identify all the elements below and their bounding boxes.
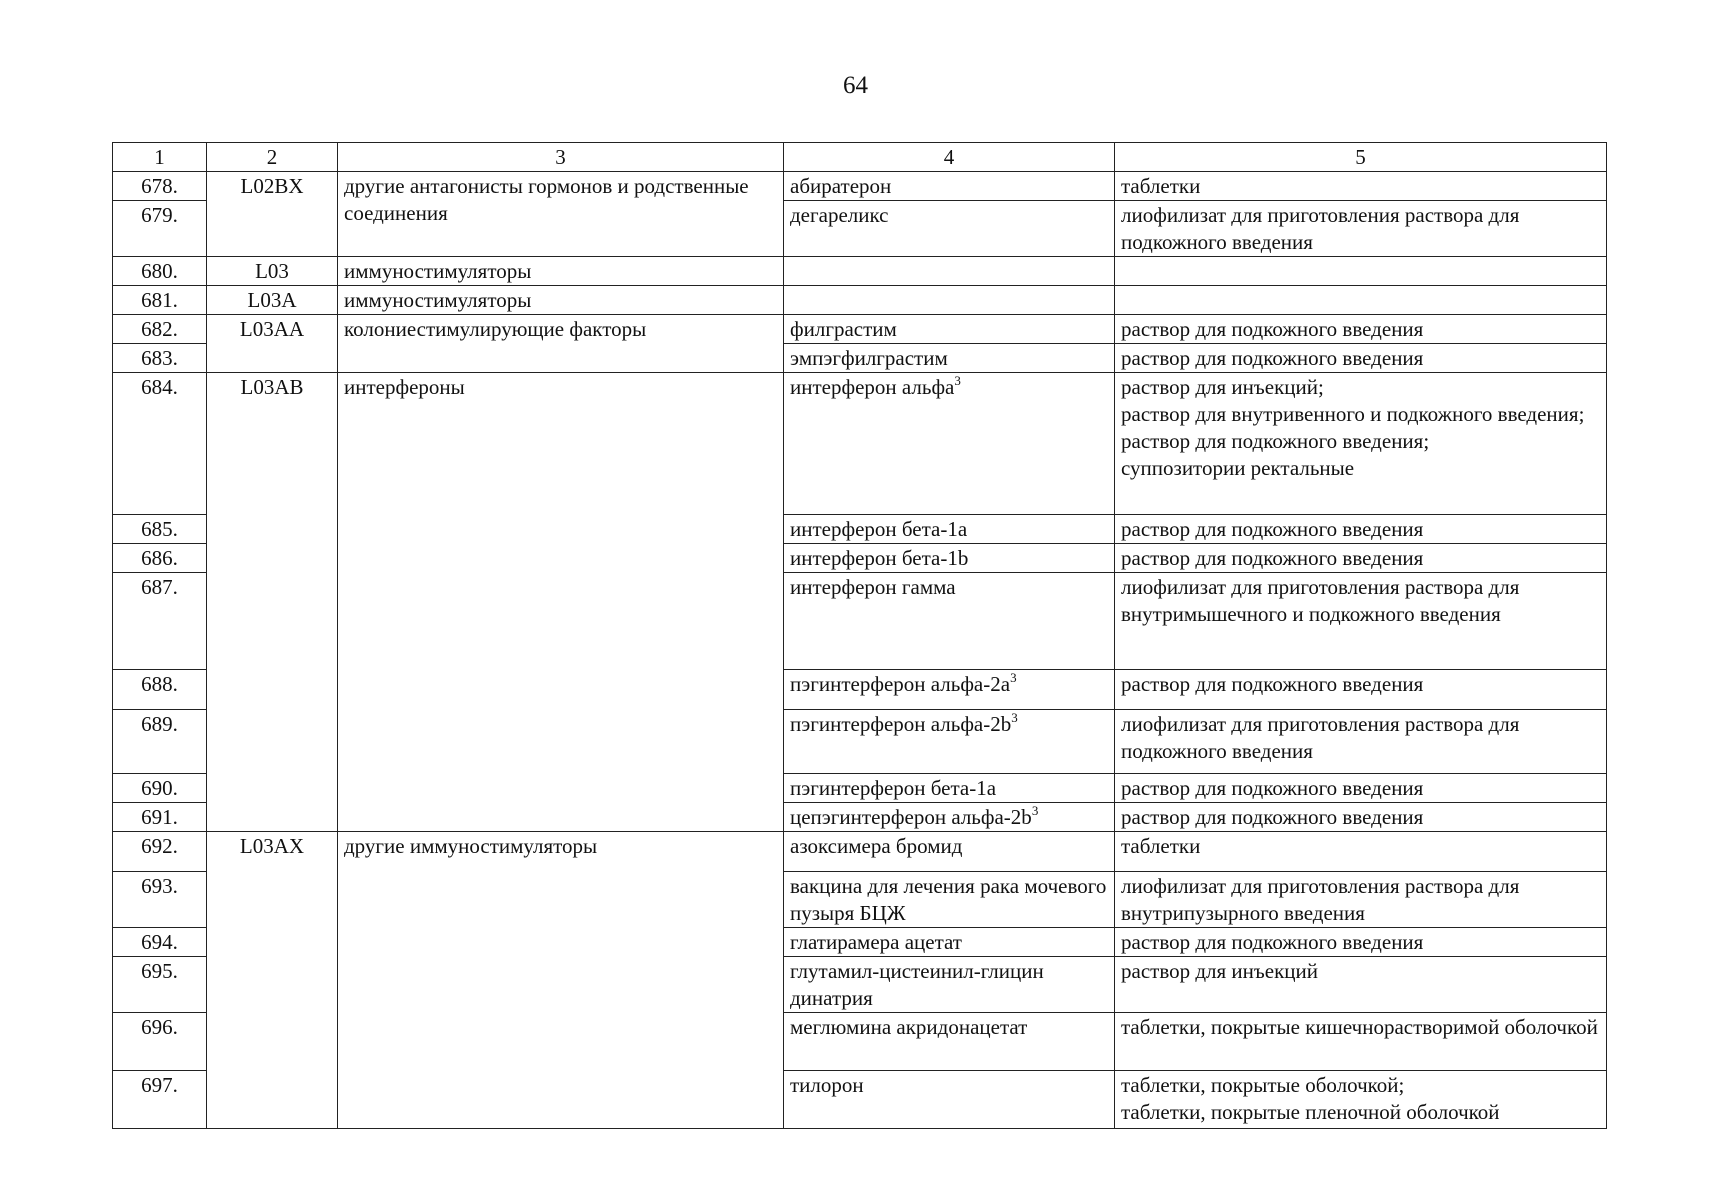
dosage-form: раствор для подкожного введения bbox=[1115, 544, 1607, 573]
drug-name: эмпэгфилграстим bbox=[784, 344, 1115, 373]
dosage-form bbox=[1115, 257, 1607, 286]
dosage-form: таблетки, покрытые оболочкой; таблетки, покрытые пленочной оболочкой bbox=[1115, 1071, 1607, 1129]
table-row bbox=[113, 257, 1607, 286]
column-header: 5 bbox=[1115, 143, 1607, 172]
dosage-form: таблетки, покрытые кишечнорастворимой оболочкой bbox=[1115, 1013, 1607, 1071]
drug-name: пэгинтерферон альфа-$2b^3$ bbox=[784, 710, 1115, 774]
table-row bbox=[113, 286, 1607, 315]
atc-code: L02BX bbox=[207, 172, 338, 257]
atc-group-name: интерфероны bbox=[338, 373, 784, 832]
dosage-form: раствор для подкожного введения bbox=[1115, 670, 1607, 710]
drug-name: меглюмина акридонацетат bbox=[784, 1013, 1115, 1071]
drug-name: глутамил-цистеинил-глицин динатрия bbox=[784, 957, 1115, 1013]
atc-group-name: другие антагонисты гормонов и родственные соединения bbox=[338, 172, 784, 257]
column-header: 4 bbox=[784, 143, 1115, 172]
drug-list-table bbox=[112, 142, 1607, 1129]
drug-name: азоксимера бромид bbox=[784, 832, 1115, 872]
row-number: 683. bbox=[113, 344, 207, 373]
row-number: 684. bbox=[113, 373, 207, 515]
drug-name: интерферон гамма bbox=[784, 573, 1115, 670]
dosage-form: раствор для подкожного введения bbox=[1115, 515, 1607, 544]
drug-name: пэгинтерферон бета-1a bbox=[784, 774, 1115, 803]
row-number: 688. bbox=[113, 670, 207, 710]
row-number: 697. bbox=[113, 1071, 207, 1129]
row-number: 692. bbox=[113, 832, 207, 872]
column-header: 3 bbox=[338, 143, 784, 172]
row-number: 694. bbox=[113, 928, 207, 957]
dosage-form: раствор для подкожного введения bbox=[1115, 344, 1607, 373]
atc-code: L03AA bbox=[207, 315, 338, 373]
table-row bbox=[113, 832, 1607, 872]
dosage-form: лиофилизат для приготовления раствора для подкожного введения bbox=[1115, 201, 1607, 257]
dosage-form: раствор для подкожного введения bbox=[1115, 315, 1607, 344]
dosage-form: раствор для подкожного введения bbox=[1115, 803, 1607, 832]
drug-name: филграстим bbox=[784, 315, 1115, 344]
row-number: 685. bbox=[113, 515, 207, 544]
footnote-mark: 3 bbox=[1011, 710, 1018, 725]
row-number: 693. bbox=[113, 872, 207, 928]
footnote-mark: 3 bbox=[954, 373, 961, 388]
row-number: 691. bbox=[113, 803, 207, 832]
dosage-form bbox=[1115, 286, 1607, 315]
row-number: 678. bbox=[113, 172, 207, 201]
column-header: 1 bbox=[113, 143, 207, 172]
drug-name bbox=[784, 257, 1115, 286]
row-number: 695. bbox=[113, 957, 207, 1013]
dosage-form: раствор для инъекций; раствор для внутривенного и подкожного введения; раствор для подкожного введения; суппозитории ректальные bbox=[1115, 373, 1607, 515]
atc-group-name: иммуностимуляторы bbox=[338, 257, 784, 286]
atc-code: L03AB bbox=[207, 373, 338, 832]
row-number: 681. bbox=[113, 286, 207, 315]
dosage-form: раствор для инъекций bbox=[1115, 957, 1607, 1013]
atc-code: L03AX bbox=[207, 832, 338, 1129]
dosage-form: раствор для подкожного введения bbox=[1115, 928, 1607, 957]
footnote-mark: 3 bbox=[1031, 803, 1039, 818]
dosage-form: таблетки bbox=[1115, 832, 1607, 872]
atc-code: L03 bbox=[207, 257, 338, 286]
row-number: 690. bbox=[113, 774, 207, 803]
dosage-form: лиофилизат для приготовления раствора для подкожного введения bbox=[1115, 710, 1607, 774]
table-row bbox=[113, 373, 1607, 515]
row-number: 680. bbox=[113, 257, 207, 286]
page-number: 64 bbox=[843, 72, 868, 99]
dosage-form: таблетки bbox=[1115, 172, 1607, 201]
column-header: 2 bbox=[207, 143, 338, 172]
drug-name: интерферон бета-1a bbox=[784, 515, 1115, 544]
drug-name: пэгинтерферон альфа-$2a^3$ bbox=[784, 670, 1115, 710]
atc-group-name: другие иммуностимуляторы bbox=[338, 832, 784, 1129]
table-row bbox=[113, 315, 1607, 344]
atc-code: L03A bbox=[207, 286, 338, 315]
table-row bbox=[113, 172, 1607, 201]
dosage-form: раствор для подкожного введения bbox=[1115, 774, 1607, 803]
drug-name: вакцина для лечения рака мочевого пузыря БЦЖ bbox=[784, 872, 1115, 928]
drug-name: интерферон бета-1b bbox=[784, 544, 1115, 573]
row-number: 687. bbox=[113, 573, 207, 670]
drug-name: интерферон альфа$^3$ bbox=[784, 373, 1115, 515]
row-number: 679. bbox=[113, 201, 207, 257]
dosage-form: лиофилизат для приготовления раствора для внутримышечного и подкожного введения bbox=[1115, 573, 1607, 670]
row-number: 696. bbox=[113, 1013, 207, 1071]
drug-name: абиратерон bbox=[784, 172, 1115, 201]
row-number: 682. bbox=[113, 315, 207, 344]
table-header-row bbox=[113, 143, 1607, 172]
row-number: 689. bbox=[113, 710, 207, 774]
atc-group-name: иммуностимуляторы bbox=[338, 286, 784, 315]
drug-name: цепэгинтерферон альфа-$2b^3$ bbox=[784, 803, 1115, 832]
atc-group-name: колониестимулирующие факторы bbox=[338, 315, 784, 373]
footnote-mark: 3 bbox=[1010, 670, 1017, 685]
dosage-form: лиофилизат для приготовления раствора для внутрипузырного введения bbox=[1115, 872, 1607, 928]
drug-name: тилорон bbox=[784, 1071, 1115, 1129]
drug-name: дегареликс bbox=[784, 201, 1115, 257]
drug-name: глатирамера ацетат bbox=[784, 928, 1115, 957]
drug-name bbox=[784, 286, 1115, 315]
row-number: 686. bbox=[113, 544, 207, 573]
